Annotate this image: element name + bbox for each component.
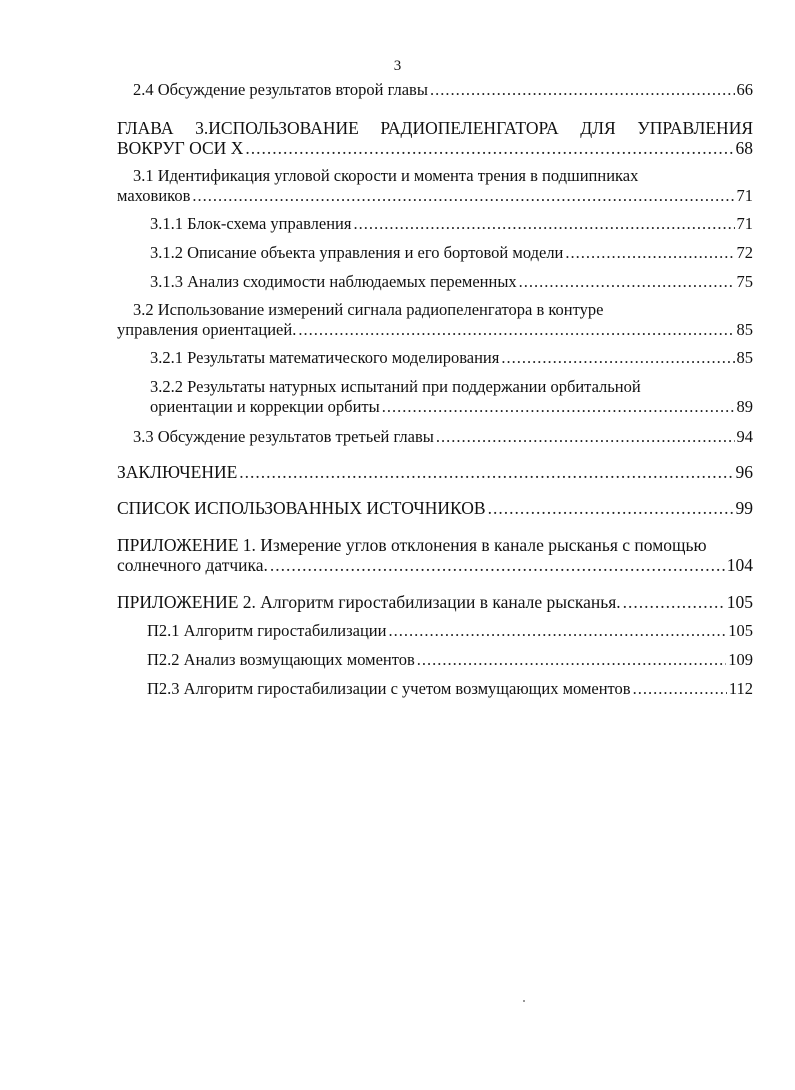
dot-leader	[388, 621, 726, 641]
toc-entry-references[interactable]	[117, 498, 753, 518]
toc-entry-page: 75	[736, 272, 753, 291]
toc-entry-3-2-2[interactable]	[150, 377, 753, 417]
toc-entry-title: П2.2 Анализ возмущающих моментов	[147, 650, 415, 669]
dot-leader	[565, 243, 734, 263]
toc-entry-title: 2.4 Обсуждение результатов второй главы	[133, 80, 428, 99]
toc-entry-chapter-3[interactable]	[117, 118, 753, 158]
scan-speck	[523, 1000, 525, 1002]
dot-leader	[519, 272, 735, 292]
toc-entry-title-line1: ПРИЛОЖЕНИЕ 1. Измерение углов отклонения в канале рысканья с помощью	[117, 535, 707, 555]
page-number: 3	[393, 58, 402, 74]
toc-entry-3-1-3[interactable]	[150, 272, 753, 292]
toc-entry-title-line2: ориентации и коррекции орбиты	[150, 397, 380, 416]
toc-entry-title: П2.3 Алгоритм гиростабилизации с учетом возмущающих моментов	[147, 679, 631, 698]
dot-leader	[430, 80, 735, 100]
toc-entry-page: 72	[736, 243, 753, 262]
toc-entry-3-1[interactable]	[117, 166, 753, 206]
toc-entry-3-3[interactable]	[133, 427, 753, 447]
toc-entry-3-2[interactable]	[117, 300, 753, 340]
dot-leader	[436, 427, 735, 447]
toc-entry-page: 104	[726, 555, 753, 575]
toc-entry-page: 68	[735, 138, 753, 158]
toc-entry-title: СПИСОК ИСПОЛЬЗОВАННЫХ ИСТОЧНИКОВ	[117, 498, 486, 518]
toc-entry-page: 105	[728, 621, 753, 640]
dot-leader	[488, 498, 734, 518]
dot-leader	[353, 214, 734, 234]
toc-entry-page: 71	[736, 214, 753, 233]
toc-entry-title-line1: 3.1 Идентификация угловой скорости и момента трения в подшипниках	[133, 166, 639, 185]
toc-entry-3-1-1[interactable]	[150, 214, 753, 234]
toc-entry-3-1-2[interactable]	[150, 243, 753, 263]
toc-entry-2-4[interactable]	[133, 80, 753, 100]
toc-entry-page: 94	[736, 427, 753, 446]
toc-entry-title: ПРИЛОЖЕНИЕ 2. Алгоритм гиростабилизации в канале рысканья.	[117, 592, 621, 612]
dot-leader	[245, 138, 733, 158]
toc-entry-p2-3[interactable]	[147, 679, 753, 699]
dot-leader	[633, 679, 727, 699]
dot-leader	[501, 348, 734, 368]
toc-entry-page: 85	[736, 320, 753, 339]
dot-leader	[382, 397, 735, 417]
toc-entry-page: 96	[735, 462, 753, 482]
toc-entry-appendix-1[interactable]	[117, 535, 753, 575]
toc-entry-p2-1[interactable]	[147, 621, 753, 641]
toc-entry-page: 85	[736, 348, 753, 367]
toc-entry-title: 3.3 Обсуждение результатов третьей главы	[133, 427, 434, 446]
toc-entry-title-line2: управления ориентацией.	[117, 320, 297, 339]
toc-entry-title: ЗАКЛЮЧЕНИЕ	[117, 462, 238, 482]
toc-entry-conclusion[interactable]	[117, 462, 753, 482]
toc-entry-title-line1: 3.2.2 Результаты натурных испытаний при поддержании орбитальной	[150, 377, 641, 396]
toc-entry-p2-2[interactable]	[147, 650, 753, 670]
toc-entry-page: 109	[728, 650, 753, 669]
toc-entry-title-line2: маховиков	[117, 186, 191, 205]
dot-leader	[298, 320, 734, 340]
toc-entry-title-line1: 3.2 Использование измерений сигнала радиопеленгатора в контуре	[133, 300, 604, 319]
toc-entry-page: 99	[735, 498, 753, 518]
toc-entry-page: 105	[726, 592, 753, 612]
toc-entry-title-line2: ВОКРУГ ОСИ Х	[117, 138, 244, 158]
toc-entry-3-2-1[interactable]	[150, 348, 753, 368]
dot-leader	[623, 592, 725, 612]
toc-entry-appendix-2[interactable]	[117, 592, 753, 612]
toc-entry-page: 71	[736, 186, 753, 205]
dot-leader	[270, 555, 725, 575]
toc-entry-title: П2.1 Алгоритм гиростабилизации	[147, 621, 387, 640]
toc-entry-page: 89	[736, 397, 753, 416]
toc-entry-page: 66	[736, 80, 753, 99]
toc-entry-title: 3.1.1 Блок-схема управления	[150, 214, 352, 233]
toc-entry-title: 3.1.3 Анализ сходимости наблюдаемых переменных	[150, 272, 517, 291]
dot-leader	[192, 186, 734, 206]
toc-entry-title-line2: солнечного датчика.	[117, 555, 268, 575]
toc-entry-title: 3.2.1 Результаты математического моделирования	[150, 348, 500, 367]
dot-leader	[417, 650, 726, 670]
toc-entry-title: 3.1.2 Описание объекта управления и его бортовой модели	[150, 243, 564, 262]
dot-leader	[239, 462, 733, 482]
toc-entry-title-line1: ГЛАВА 3.ИСПОЛЬЗОВАНИЕ РАДИОПЕЛЕНГАТОРА ДЛЯ УПРАВЛЕНИЯ	[117, 118, 753, 138]
toc-entry-page: 112	[728, 679, 753, 698]
